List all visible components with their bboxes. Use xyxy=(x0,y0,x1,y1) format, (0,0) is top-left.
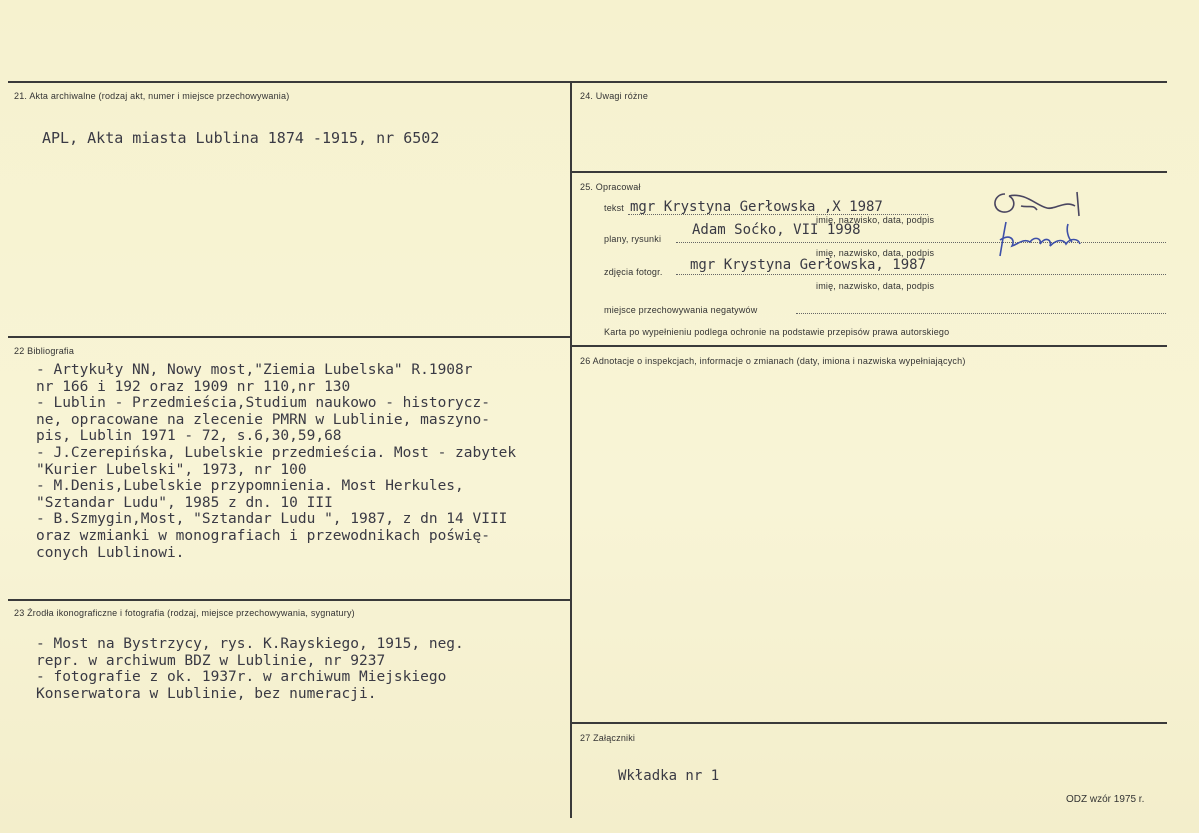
section-21-text: APL, Akta miasta Lublina 1874 -1915, nr 6502 xyxy=(42,129,440,147)
negatywy-label: miejsce przechowywania negatywów xyxy=(604,305,758,315)
plany-caption: imię, nazwisko, data, podpis xyxy=(816,248,935,258)
iconography-line: Konserwatora w Lublinie, bez numeracji. xyxy=(36,685,377,702)
bibliography-line: conych Lublinowi. xyxy=(36,544,185,561)
bibliography-line: oraz wzmianki w monografiach i przewodnikach poświę- xyxy=(36,527,490,544)
section-27-text: Wkładka nr 1 xyxy=(618,768,720,784)
karta-note: Karta po wypełnieniu podlega ochronie na podstawie przepisów prawa autorskiego xyxy=(604,327,950,337)
section-21-label: 21. Akta archiwalne (rodzaj akt, numer i miejsce przechowywania) xyxy=(14,91,290,101)
tekst-value: mgr Krystyna Gerłowska ,X 1987 xyxy=(630,199,883,215)
section-22-label: 22 Bibliografia xyxy=(14,346,75,356)
zdjecia-label: zdjęcia fotogr. xyxy=(604,267,663,277)
iconography-line: - fotografie z ok. 1937r. w archiwum Miejskiego xyxy=(36,669,447,686)
section-23-label: 23 Źrodła ikonograficzne i fotografia (rodzaj, miejsce przechowywania, sygnatury) xyxy=(14,608,355,618)
rule-left-22 xyxy=(8,336,570,338)
bibliography-list xyxy=(36,362,516,561)
iconography-line: repr. w archiwum BDZ w Lublinie, nr 9237 xyxy=(36,652,386,669)
rule-right-27 xyxy=(572,722,1167,724)
plany-value: Adam Soćko, VII 1998 xyxy=(692,222,861,238)
section-27-label: 27 Załączniki xyxy=(580,733,636,743)
bibliography-line: pis, Lublin 1971 - 72, s.6,30,59,68 xyxy=(36,428,342,445)
bibliography-line: - Lublin - Przedmieścia,Studium naukowo - historycz- xyxy=(36,395,490,412)
tekst-label: tekst xyxy=(604,203,625,213)
rule-right-25 xyxy=(572,171,1167,173)
bibliography-line: - M.Denis,Lubelskie przypomnienia. Most Herkules, xyxy=(36,478,464,495)
rule-right-26 xyxy=(572,345,1167,347)
zdjecia-value: mgr Krystyna Gerłowska, 1987 xyxy=(690,257,927,273)
bibliography-line: - Artykuły NN, Nowy most,"Ziemia Lubelska" R.1908r xyxy=(36,362,473,378)
zdjecia-caption: imię, nazwisko, data, podpis xyxy=(816,281,935,291)
center-divider xyxy=(570,81,572,818)
bibliography-line: - J.Czerepińska, Lubelskie przedmieścia. Most - zabytek xyxy=(36,444,517,461)
section-26-label: 26 Adnotacje o inspekcjach, informacje o zmianach (daty, imiona i nazwiska wypełniających) xyxy=(580,356,966,366)
iconography-line: - Most na Bystrzycy, rys. K.Rayskiego, 1915, neg. xyxy=(36,636,464,652)
bibliography-line: "Kurier Lubelski", 1973, nr 100 xyxy=(36,461,307,478)
top-rule xyxy=(8,81,1167,83)
bibliography-line: nr 166 i 192 oraz 1909 nr 110,nr 130 xyxy=(36,378,351,395)
bibliography-line: - B.Szmygin,Most, "Sztandar Ludu ", 1987, z dn 14 VIII xyxy=(36,511,508,528)
iconography-list xyxy=(36,636,464,702)
rule-left-23 xyxy=(8,599,570,601)
section-24-label: 24. Uwagi różne xyxy=(580,91,649,101)
negatywy-line xyxy=(796,313,1166,314)
bibliography-line: "Sztandar Ludu", 1985 z dn. 10 III xyxy=(36,494,333,511)
zdjecia-line xyxy=(676,274,1166,275)
plany-label: plany, rysunki xyxy=(604,234,662,244)
section-25-label: 25. Opracował xyxy=(580,182,641,192)
bibliography-line: ne, opracowane na zlecenie PMRN w Lublinie, maszyno- xyxy=(36,411,490,428)
signature-socko xyxy=(994,216,1094,262)
tekst-caption: imię, nazwisko, data, podpis xyxy=(816,215,935,225)
form-code: ODZ wzór 1975 r. xyxy=(1066,794,1145,805)
